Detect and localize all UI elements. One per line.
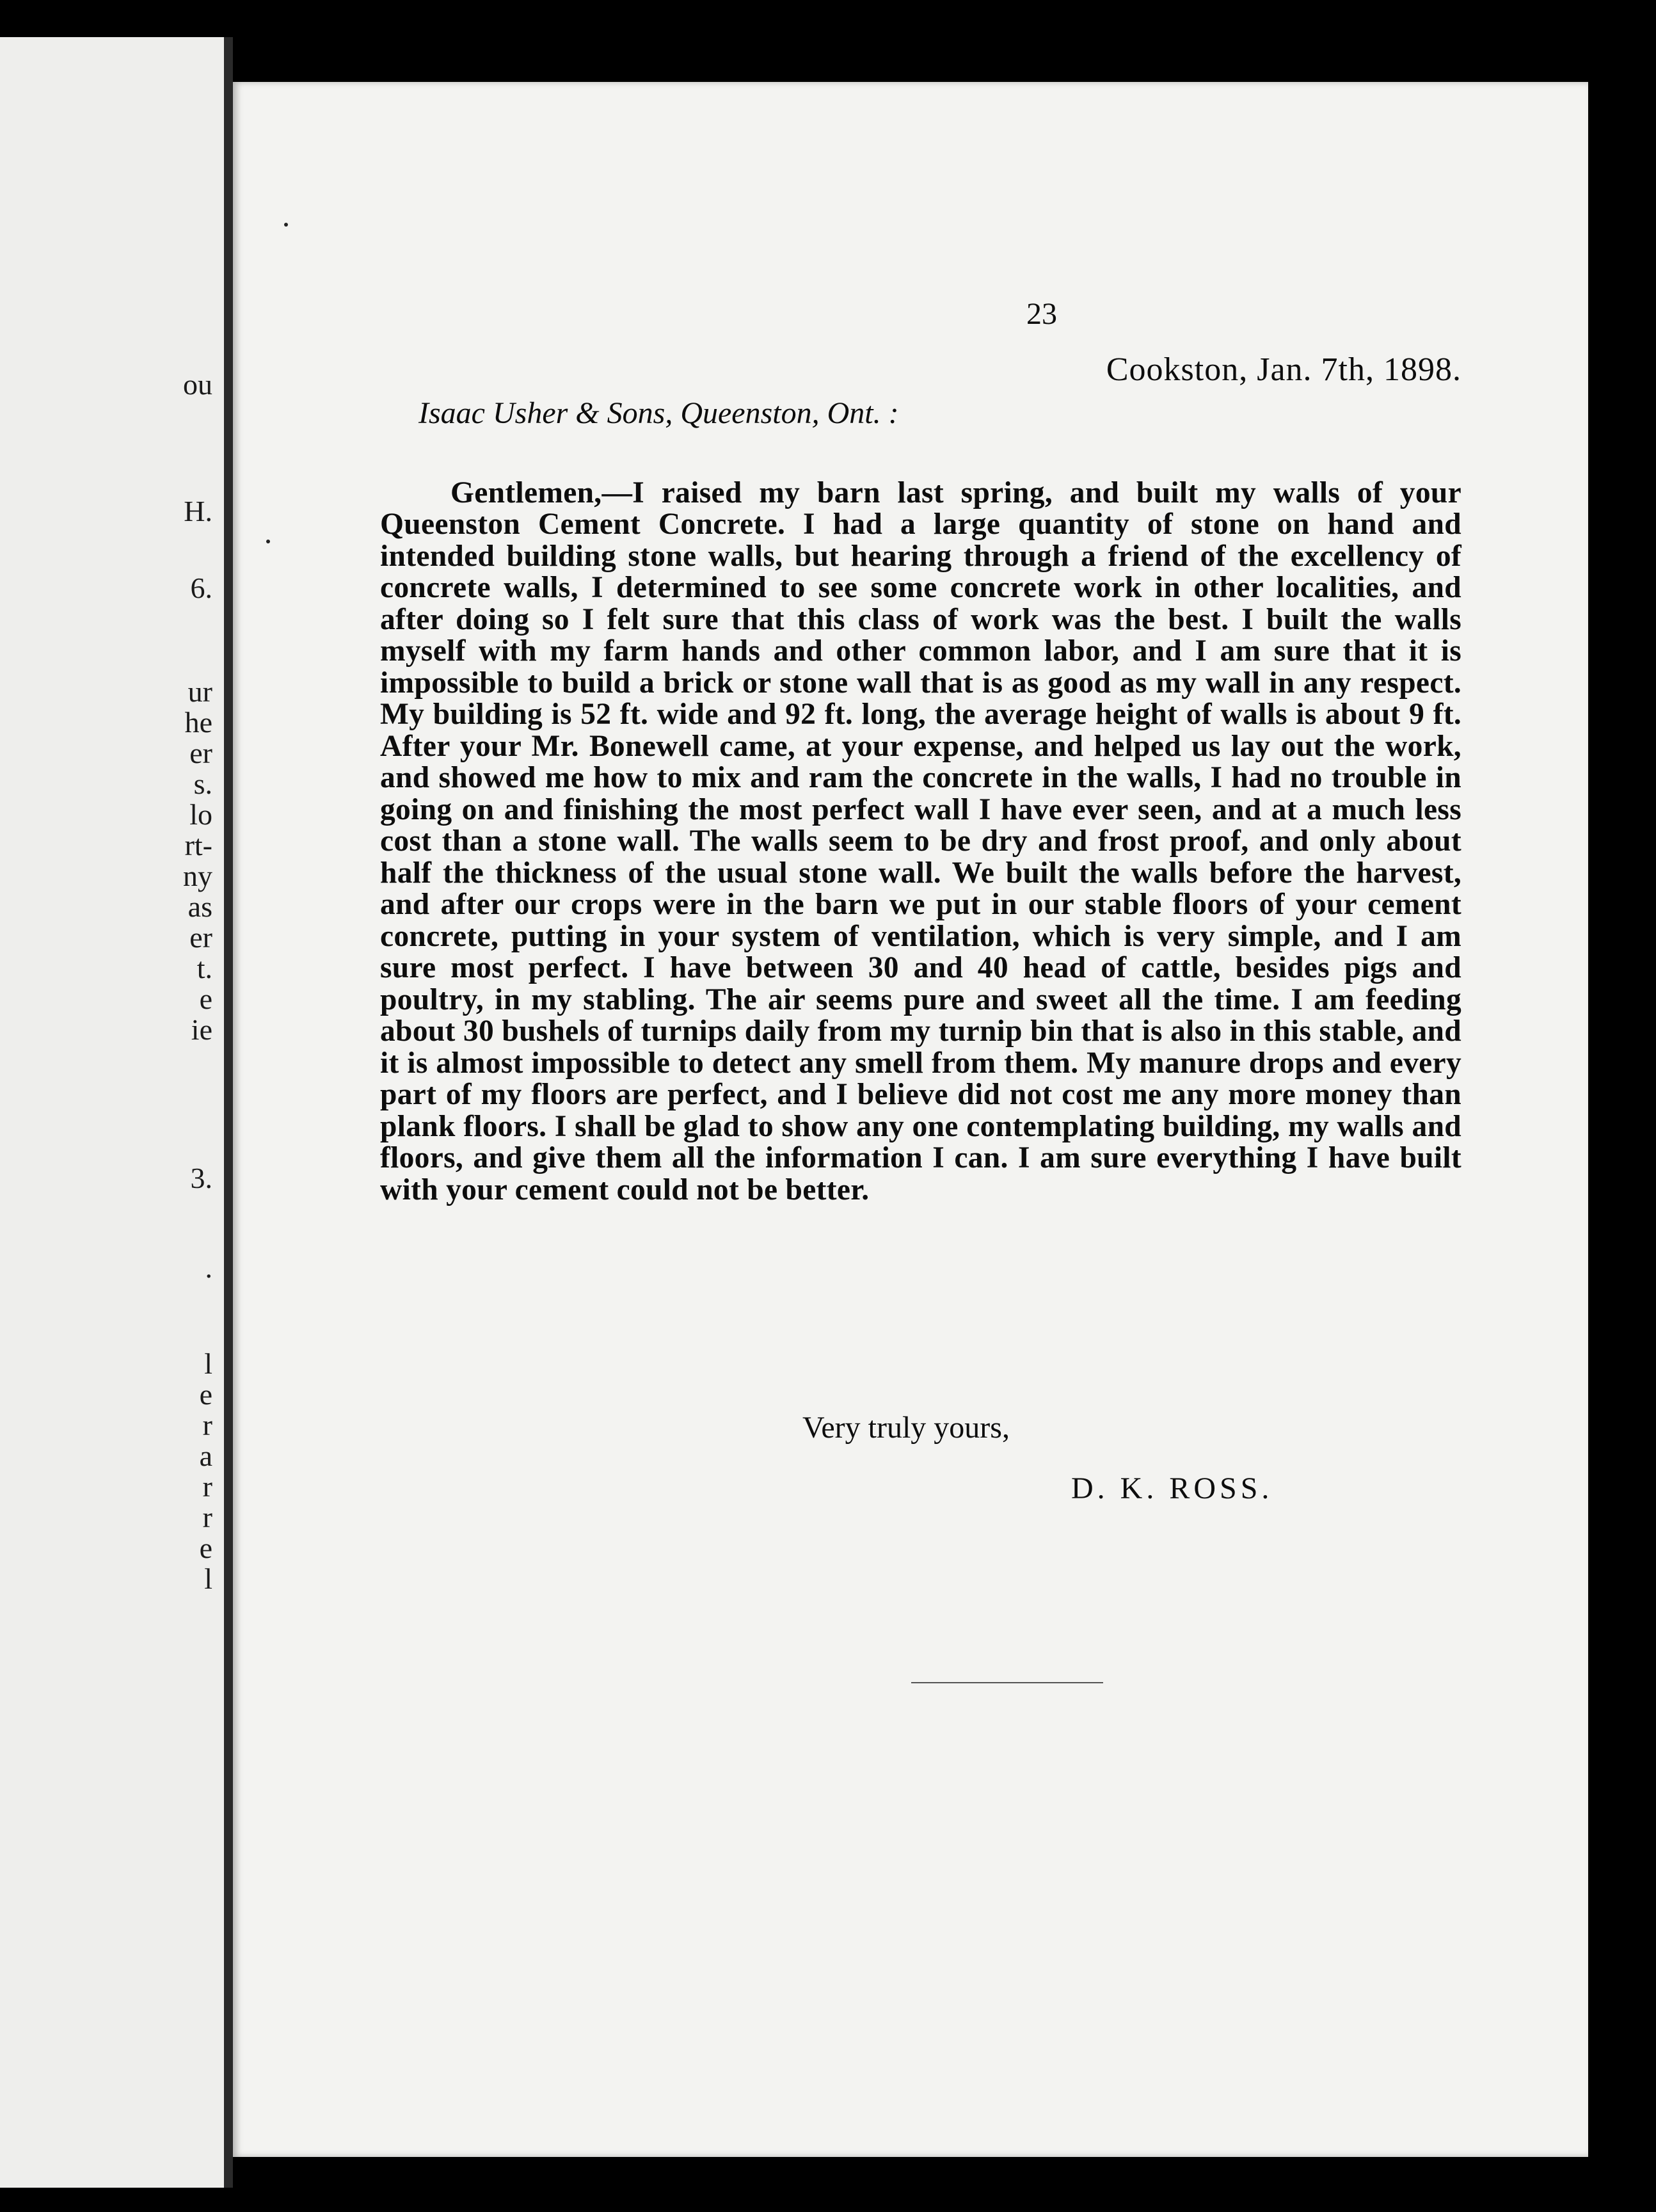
left-fragment: l: [204, 1347, 212, 1380]
left-fragment: r: [202, 1501, 212, 1534]
page-number: 23: [1026, 297, 1057, 331]
signature: D. K. ROSS.: [1071, 1471, 1273, 1505]
left-fragment: H.: [184, 495, 212, 527]
left-fragment: rt-: [184, 829, 212, 862]
left-fragment: t.: [196, 952, 212, 984]
left-fragment: 3.: [190, 1162, 212, 1194]
left-fragment: ie: [191, 1013, 212, 1046]
left-fragment: er: [189, 737, 212, 769]
left-fragment: as: [187, 890, 212, 923]
addressee: Isaac Usher & Sons, Queenston, Ont. :: [418, 396, 899, 430]
left-fragment: a: [199, 1439, 212, 1472]
book-gutter: [224, 37, 233, 2188]
ink-speck: [266, 540, 270, 543]
closing: Very truly yours,: [802, 1411, 1010, 1445]
left-fragment: e: [199, 1532, 212, 1564]
left-fragment: er: [189, 921, 212, 954]
left-fragment: lo: [189, 798, 212, 831]
left-fragment: r: [202, 1470, 212, 1503]
left-fragment: e: [199, 982, 212, 1015]
left-fragment: ny: [183, 860, 212, 892]
left-page-edge: [0, 37, 224, 2188]
ink-speck: [284, 223, 288, 227]
left-fragment: .: [205, 1251, 212, 1284]
letter-body: Gentlemen,—I raised my barn last spring, and built my walls of your Queenston Cement Concrete. I had a large quantity of stone on hand and intended building stone walls, but hearing through a friend of the excellency of concrete walls, I determined to see some concrete work in other localities, and after doing so I felt sure that this class of work was the best. I built the walls myself with my farm hands and other common labor, and I am sure that it is impossible to build a brick or stone wall that is as good as my wall in any respect. My building is 52 ft. wide and 92 ft. long, the average height of walls is about 9 ft. After your Mr. Bonewell came, at your expense, and helped us lay out the work, and showed me how to mix and ram the concrete in the walls, I had no trouble in going on and finishing the most perfect wall I have ever seen, and at a much less cost than a stone wall. The walls seem to be dry and frost proof, and only about half the thickness of the usual stone wall. We built the walls before the harvest, and after our crops were in the barn we put in our stable floors of your cement concrete, putting in your system of ventilation, which is very simple, and I am sure most perfect. I have between 30 and 40 head of cattle, besides pigs and poultry, in my stabling. The air seems pure and sweet all the time. I am feeding about 30 bushels of turnips daily from my turnip bin that is also in this stable, and it is almost impossible to detect any smell from them. My manure drops and every part of my floors are perfect, and I believe did not cost me any more money than plank floors. I shall be glad to show any one contemplating building, my walls and floors, and give them all the information I can. I am sure everything I have built with your cement could not be better.: [380, 476, 1461, 1206]
left-fragment: r: [202, 1409, 212, 1441]
left-fragment: e: [199, 1378, 212, 1411]
left-page-fragments: [136, 37, 212, 2188]
dateline: Cookston, Jan. 7th, 1898.: [1106, 351, 1461, 388]
left-fragment: s.: [193, 767, 212, 800]
section-divider: [911, 1682, 1103, 1683]
left-fragment: l: [204, 1562, 212, 1595]
left-fragment: ou: [183, 368, 212, 401]
left-fragment: he: [184, 706, 212, 739]
left-fragment: ur: [187, 675, 212, 708]
page-23: [233, 82, 1588, 2157]
left-fragment: 6.: [190, 572, 212, 604]
